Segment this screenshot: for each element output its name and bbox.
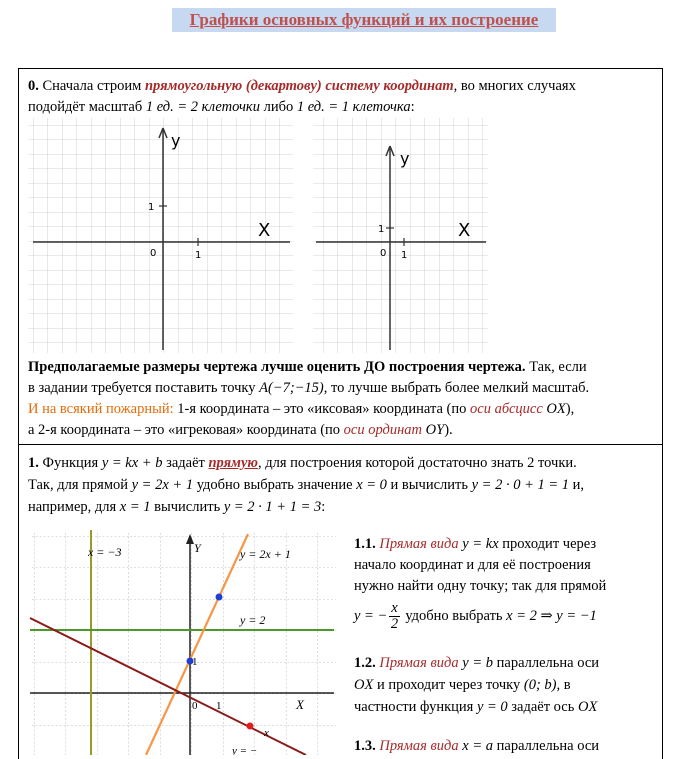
formula: y = kx [462,536,499,552]
label-partial-y: y = − [232,745,258,755]
label-zero: 0 [192,700,198,712]
section-divider [18,444,662,445]
item-term: Прямая вида [375,536,463,552]
text: и вычислить [386,477,472,493]
formula: x = 1 [119,499,151,515]
y-axis-label: y [171,131,181,150]
abscissa-term: оси абсцисс [470,401,543,417]
scale-option: 1 ед. = 1 клеточка [296,99,411,115]
text: например, для [28,499,120,515]
x-axis-label: X [258,220,271,241]
grid-left [28,118,293,353]
ox-term: OX [546,401,566,417]
text: задаёт [162,455,209,471]
text: : [410,99,415,115]
cartesian-term: прямоугольную (декартову) систему координат [144,78,454,94]
text: , во многих случаях [453,78,576,94]
text: Так, если [525,359,587,375]
formula: y = −1 [556,608,597,624]
label-partial-x: x [264,727,269,739]
label-X: X [296,697,304,712]
text: параллельна оси [493,738,600,754]
page-title: Графики основных функций и их построение [172,8,556,32]
text: Сначала строим [38,78,145,94]
formula: y = 2x + 1 [131,477,194,493]
formula: y = kx + b [101,455,163,471]
unit-x-label: 1 [401,250,408,261]
text: частности функция [354,699,477,715]
text: а 2-я координата – это «игрековая» координата (по [28,422,344,438]
unit-x-label: 1 [195,250,202,261]
text: ). [444,422,453,438]
text: , то лучше выбрать более мелкий масштаб. [323,380,590,396]
fraction-numerator: x [391,600,398,617]
formula: x = a [462,738,494,754]
x-axis-label: X [458,220,471,241]
label-y-2: y = 2 [240,613,266,627]
text: проходит через [498,536,597,552]
origin-label: 0 [380,248,387,259]
item-1-2 [354,652,658,718]
item-1-3 [354,736,658,757]
formula: y = − [354,608,388,624]
coordinate-sketches [28,118,658,358]
item-1-1 [354,534,658,597]
bold-note: Предполагаемые размеры чертежа лучше оценить ДО построения чертежа. [28,359,526,375]
label-one-x: 1 [216,700,222,712]
item-number: 1.1. [354,536,376,552]
text: : [321,499,326,515]
ox-term: OX [354,677,374,693]
line-term: прямую [208,455,259,471]
text: либо [259,99,297,115]
point-1-3 [216,594,223,601]
text: и, [569,477,585,493]
line-graph [28,528,340,755]
text: 1-я координата – это «иксовая» координата (по [173,401,471,417]
y-axis-label: y [400,149,410,168]
text: , в [556,677,571,693]
formula: x = 2 [506,608,537,624]
formula: x = 0 [356,477,387,493]
text: параллельна оси [493,655,600,671]
orange-note: И на всякий пожарный: [28,401,174,417]
point: (0; b) [523,677,557,693]
formula: y = b [462,655,494,671]
formula: y = 2 · 0 + 1 = 1 [471,477,570,493]
point-example: A(−7;−15) [259,380,324,396]
origin-label: 0 [150,248,157,259]
text: задаёт ось [507,699,578,715]
text: ), [565,401,575,417]
text: удобно выбрать значение [193,477,357,493]
unit-y-label: 1 [148,202,155,213]
text: удобно выбрать [401,608,507,624]
text: вычислить [150,499,224,515]
label-2x-plus-1: y = 2x + 1 [240,547,291,561]
ox-term: OX [577,699,598,715]
section-number: 0. [28,78,39,94]
text: и проходит через точку [373,677,524,693]
text: Так, для прямой [28,477,132,493]
section-number: 1. [28,455,39,471]
item-number: 1.3. [354,738,376,754]
scale-option: 1 ед. = 2 клеточки [145,99,260,115]
item-term: Прямая вида [375,738,463,754]
point-2-minus-1 [247,723,254,730]
text: начало координат и для её построения [354,557,591,573]
oy-term: OY [425,422,445,438]
text: подойдёт масштаб [28,99,146,115]
formula: y = 2 · 1 + 1 = 3 [223,499,322,515]
section0-paragraph [28,76,658,118]
text: в задании требуется поставить точку [28,380,260,396]
text: , для построения которой достаточно знать 2 точки. [258,455,577,471]
section0-notes [28,357,660,441]
item-1-1-formula [354,598,658,634]
text: Функция [38,455,102,471]
label-x-minus-3: x = −3 [88,545,122,559]
item-number: 1.2. [354,655,376,671]
fraction-denominator: 2 [390,616,399,633]
fraction [389,601,399,632]
text: нужно найти одну точку; так для прямой [354,578,607,594]
section1-paragraph [28,452,660,518]
item-term: Прямая вида [375,655,463,671]
label-one-y: 1 [192,656,198,668]
label-Y: Y [194,541,201,555]
graph-grid [30,532,336,755]
unit-y-label: 1 [378,224,385,235]
implies-arrow: ⇒ [540,608,553,624]
ordinate-term: оси ординат [343,422,423,438]
formula: y = 0 [476,699,508,715]
